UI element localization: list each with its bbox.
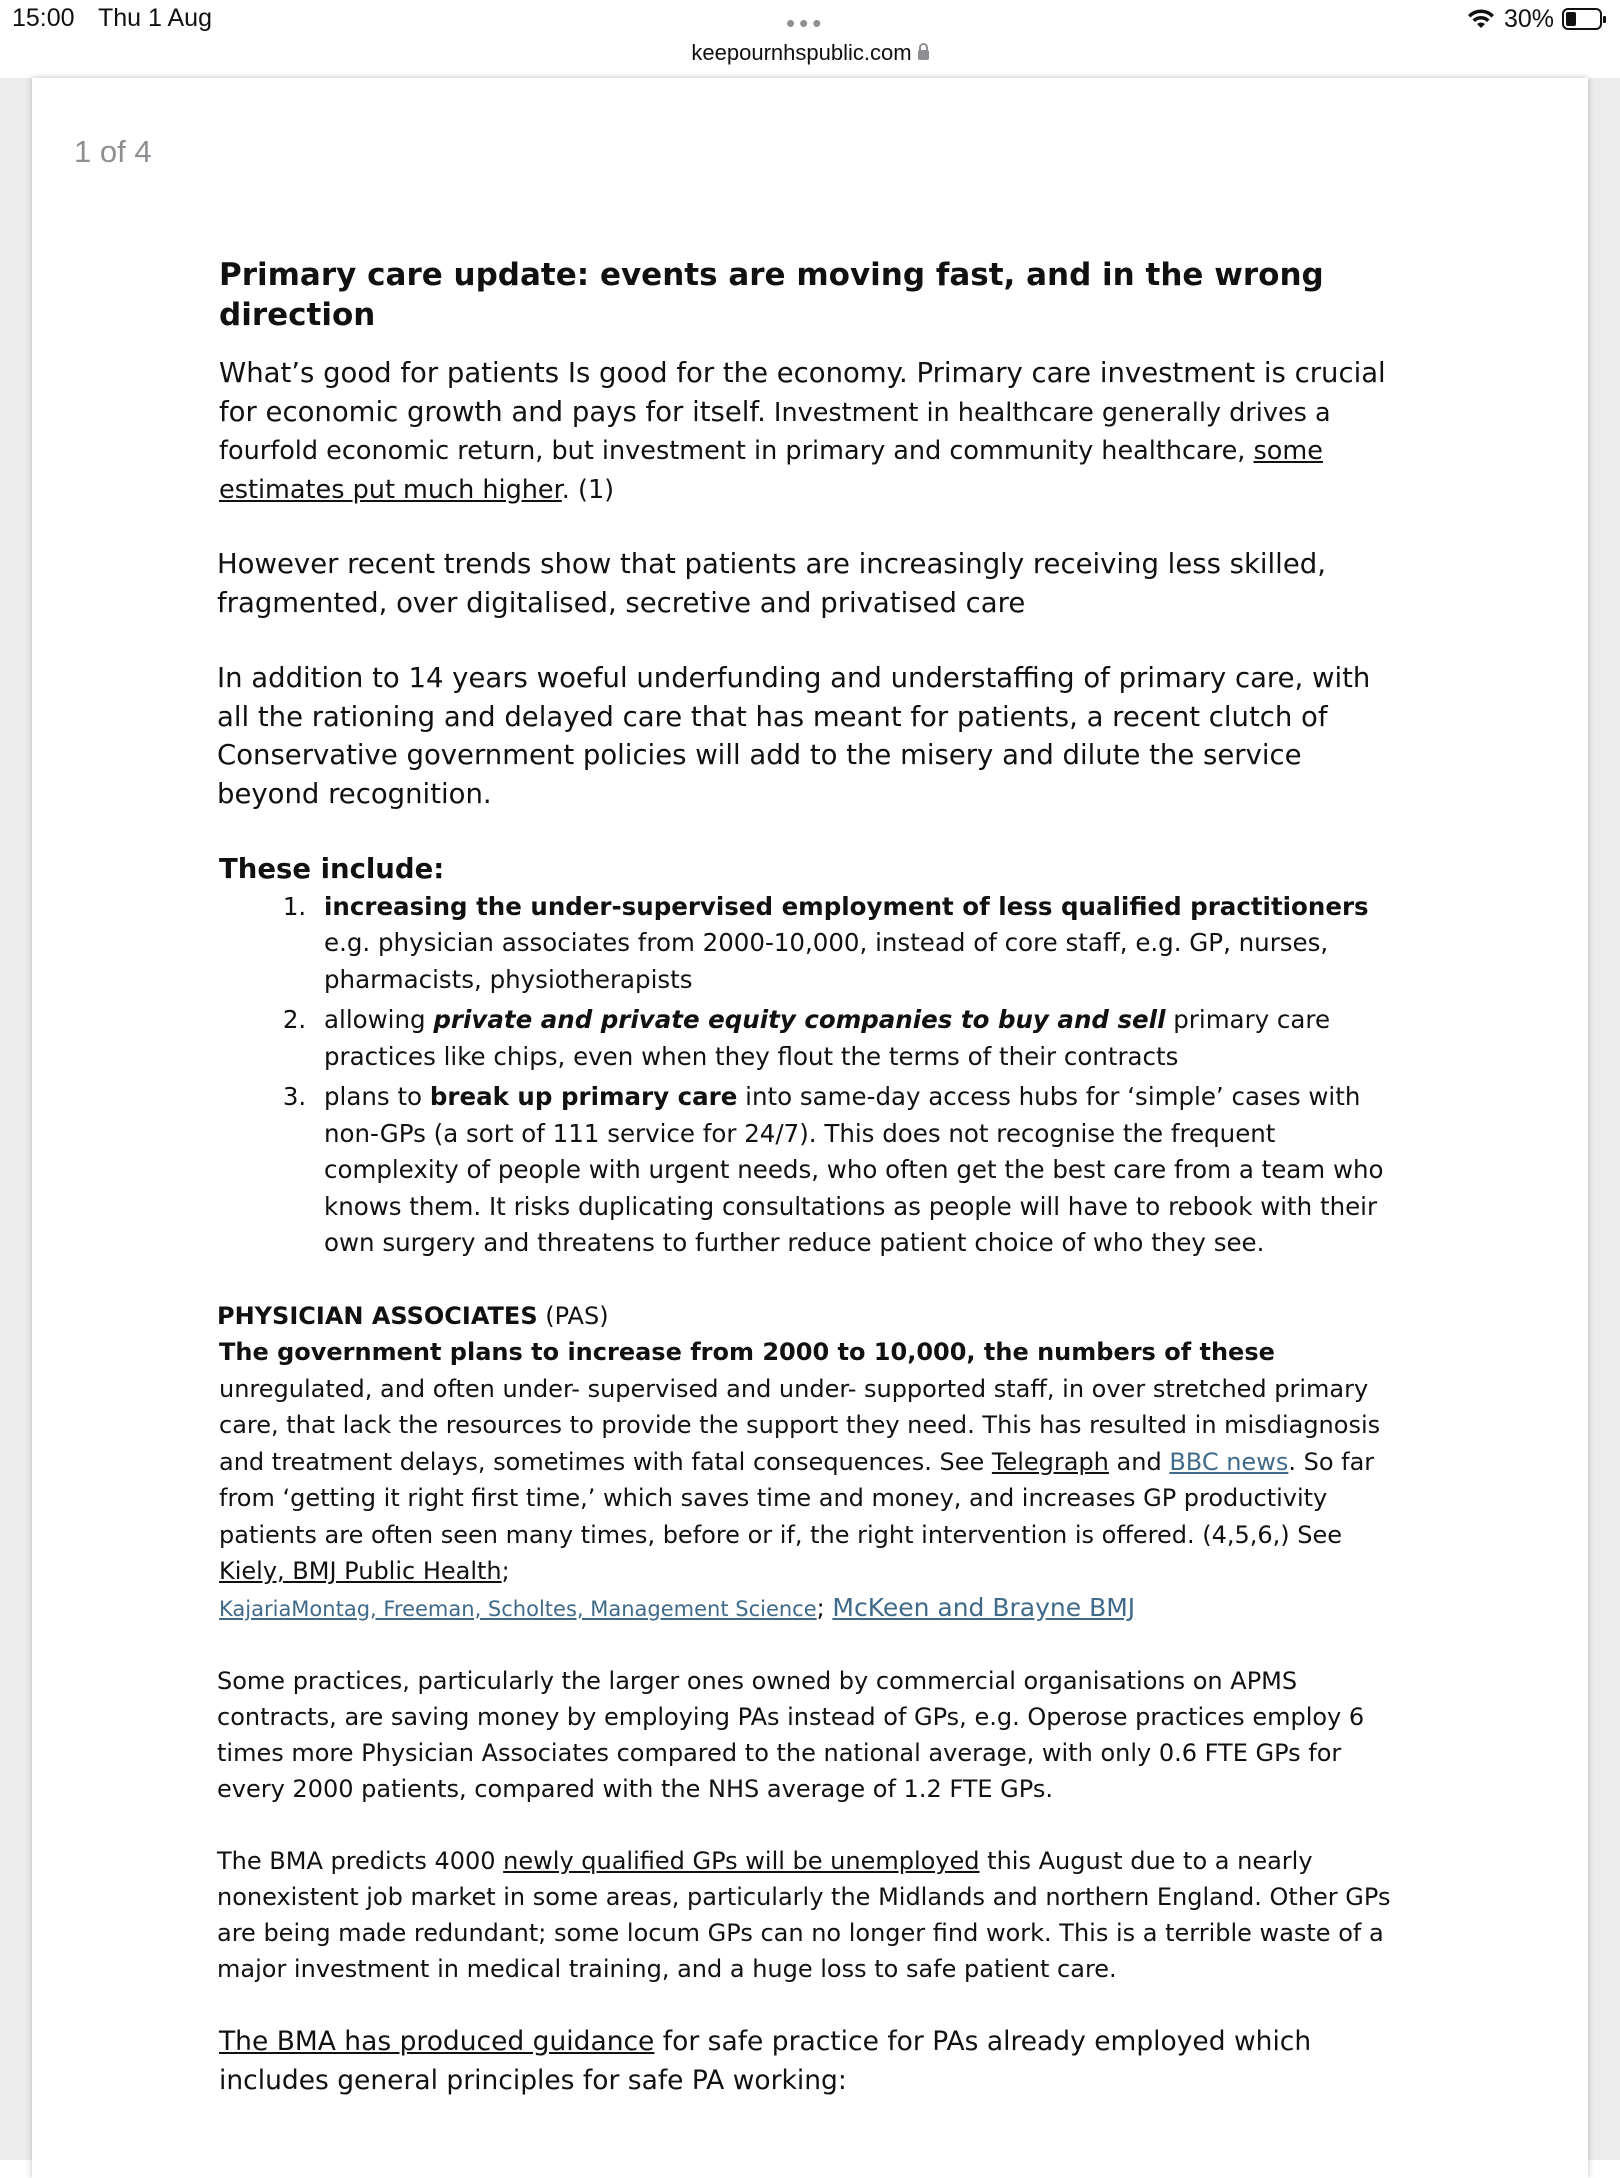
list-item <box>314 1002 1399 1075</box>
pa-bold-lead: The government plans to increase from 2000 to 10,000, the numbers of these <box>219 1338 1275 1366</box>
unemployed-gps-link[interactable]: newly qualified GPs will be unemployed <box>503 1847 980 1875</box>
list-item-post: primary care practices like chips, even when they flout the terms of their contracts <box>324 1005 1331 1071</box>
list-item-pre: plans to <box>324 1082 430 1111</box>
underfunding-paragraph: In addition to 14 years woeful underfunding and understaffing of primary care, with all the rationing and delayed care that has meant for patients, a recent clutch of Conservative government policies will add to the misery and dilute the service beyond recognition. <box>217 662 1371 810</box>
document-content <box>219 255 1399 2100</box>
status-time: 15:00 <box>12 4 75 32</box>
list-heading: These include: <box>219 853 445 885</box>
pa-heading-bold: PHYSICIAN ASSOCIATES <box>217 1301 538 1330</box>
battery-percent: 30% <box>1503 4 1554 33</box>
guidance-paragraph <box>219 2023 1399 2100</box>
intro-paragraph <box>219 354 1399 508</box>
list-item <box>314 889 1399 999</box>
pa-semicolon: ; <box>501 1557 510 1585</box>
guidance-post: for safe practice for PAs already employed which includes general principles for safe PA working: <box>219 2026 1312 2096</box>
telegraph-link[interactable]: Telegraph <box>991 1447 1109 1476</box>
lock-icon <box>918 50 929 60</box>
pa-text-1: unregulated, and often under- supervised and under- supported staff, in over stretched primary care, that lack the resources to provide the support they need. This has resulted in misdiagnosis and treatment delays, sometimes with fatal consequences. See <box>219 1374 1381 1476</box>
list-item-post: e.g. physician associates from 2000-10,000, instead of core staff, e.g. GP, nurses, pharmacists, physiotherapists <box>324 928 1329 994</box>
pa-heading-suffix: (PAS) <box>537 1301 609 1330</box>
list-item-post: into same-day access hubs for ‘simple’ cases with non-GPs (a sort of 111 service for 24/7). This does not recognise the frequent complexity of people with urgent needs, who often get the best care from a team who knows them. It risks duplicating consultations as people will have to rebook with their own surgery and threatens to further reduce patient choice of who they see. <box>324 1082 1384 1257</box>
status-bar <box>0 0 1620 40</box>
intro-rest: Investment in healthcare generally drives a fourfold economic return, but investment in primary and community healthcare, <box>219 397 1331 466</box>
bma-pre: The BMA predicts 4000 <box>217 1847 504 1875</box>
document-title: Primary care update: events are moving fast, and in the wrong direction <box>219 257 1324 333</box>
wifi-icon <box>1466 8 1496 30</box>
kajaria-link[interactable]: KajariaMontag, Freeman, Scholtes, Management Science <box>219 1596 817 1621</box>
estimates-link[interactable]: some estimates put much higher <box>219 436 1323 505</box>
practices-paragraph: Some practices, particularly the larger ones owned by commercial organisations on APMS contracts, are saving money by employing PAs instead of GPs, e.g. Operose practices employ 6 times more Physician Associates compared to the national average, with only 0.6 FTE GPs for every 2000 patients, compared with the NHS average of 1.2 FTE GPs. <box>217 1667 1365 1803</box>
intro-lead: What’s good for patients Is good for the economy. Primary care investment is crucial for economic growth and pays for itself. <box>219 357 1386 428</box>
intro-tail: . (1) <box>561 474 615 505</box>
list-item-bold: private and private equity companies to buy and sell <box>433 1005 1166 1034</box>
mckeen-link[interactable]: McKeen and Brayne BMJ <box>832 1592 1136 1622</box>
list-item-bold: break up primary care <box>429 1082 738 1111</box>
page-indicator: 1 of 4 <box>74 134 152 169</box>
multitasking-dots-icon[interactable]: ••• <box>786 8 826 38</box>
status-date: Thu 1 Aug <box>98 4 212 32</box>
pa-heading <box>217 1298 1399 1335</box>
bbc-news-link[interactable]: BBC news <box>1169 1447 1289 1476</box>
list-item-bold: increasing the under-supervised employment of less qualified practitioners <box>324 891 1369 921</box>
pa-and: and <box>1108 1447 1170 1476</box>
list-item-pre: allowing <box>324 1005 434 1034</box>
pa-paragraph <box>219 1334 1399 1627</box>
battery-level-fill <box>1566 12 1576 26</box>
status-right <box>1466 4 1602 34</box>
list-item <box>314 1079 1399 1262</box>
url-text[interactable]: keepournhspublic.com <box>691 40 912 65</box>
battery-icon <box>1562 8 1602 30</box>
kiely-link[interactable]: Kiely, BMJ Public Health <box>219 1557 502 1585</box>
policy-list <box>219 889 1399 1262</box>
bma-post: this August due to a nearly nonexistent job market in some areas, particularly the Midlands and northern England. Other GPs are being made redundant; some locum GPs can no longer find work. This is a terrible waste of a major investment in medical training, and a huge loss to safe patient care. <box>217 1847 1391 1983</box>
bma-paragraph <box>217 1843 1399 1987</box>
trends-paragraph: However recent trends show that patients are increasingly receiving less skilled, fragmented, over digitalised, secretive and privatised care <box>217 548 1326 619</box>
bma-guidance-link[interactable]: The BMA has produced guidance <box>219 2026 655 2057</box>
url-bar[interactable] <box>0 40 1620 76</box>
pa-semicolon-2: ; <box>816 1593 833 1622</box>
pa-text-2: . So far from ‘getting it right first time,’ which saves time and money, and increases GP productivity patients are often seen many times, before or if, the right intervention is offered. (4,5,6,) See <box>219 1447 1375 1549</box>
